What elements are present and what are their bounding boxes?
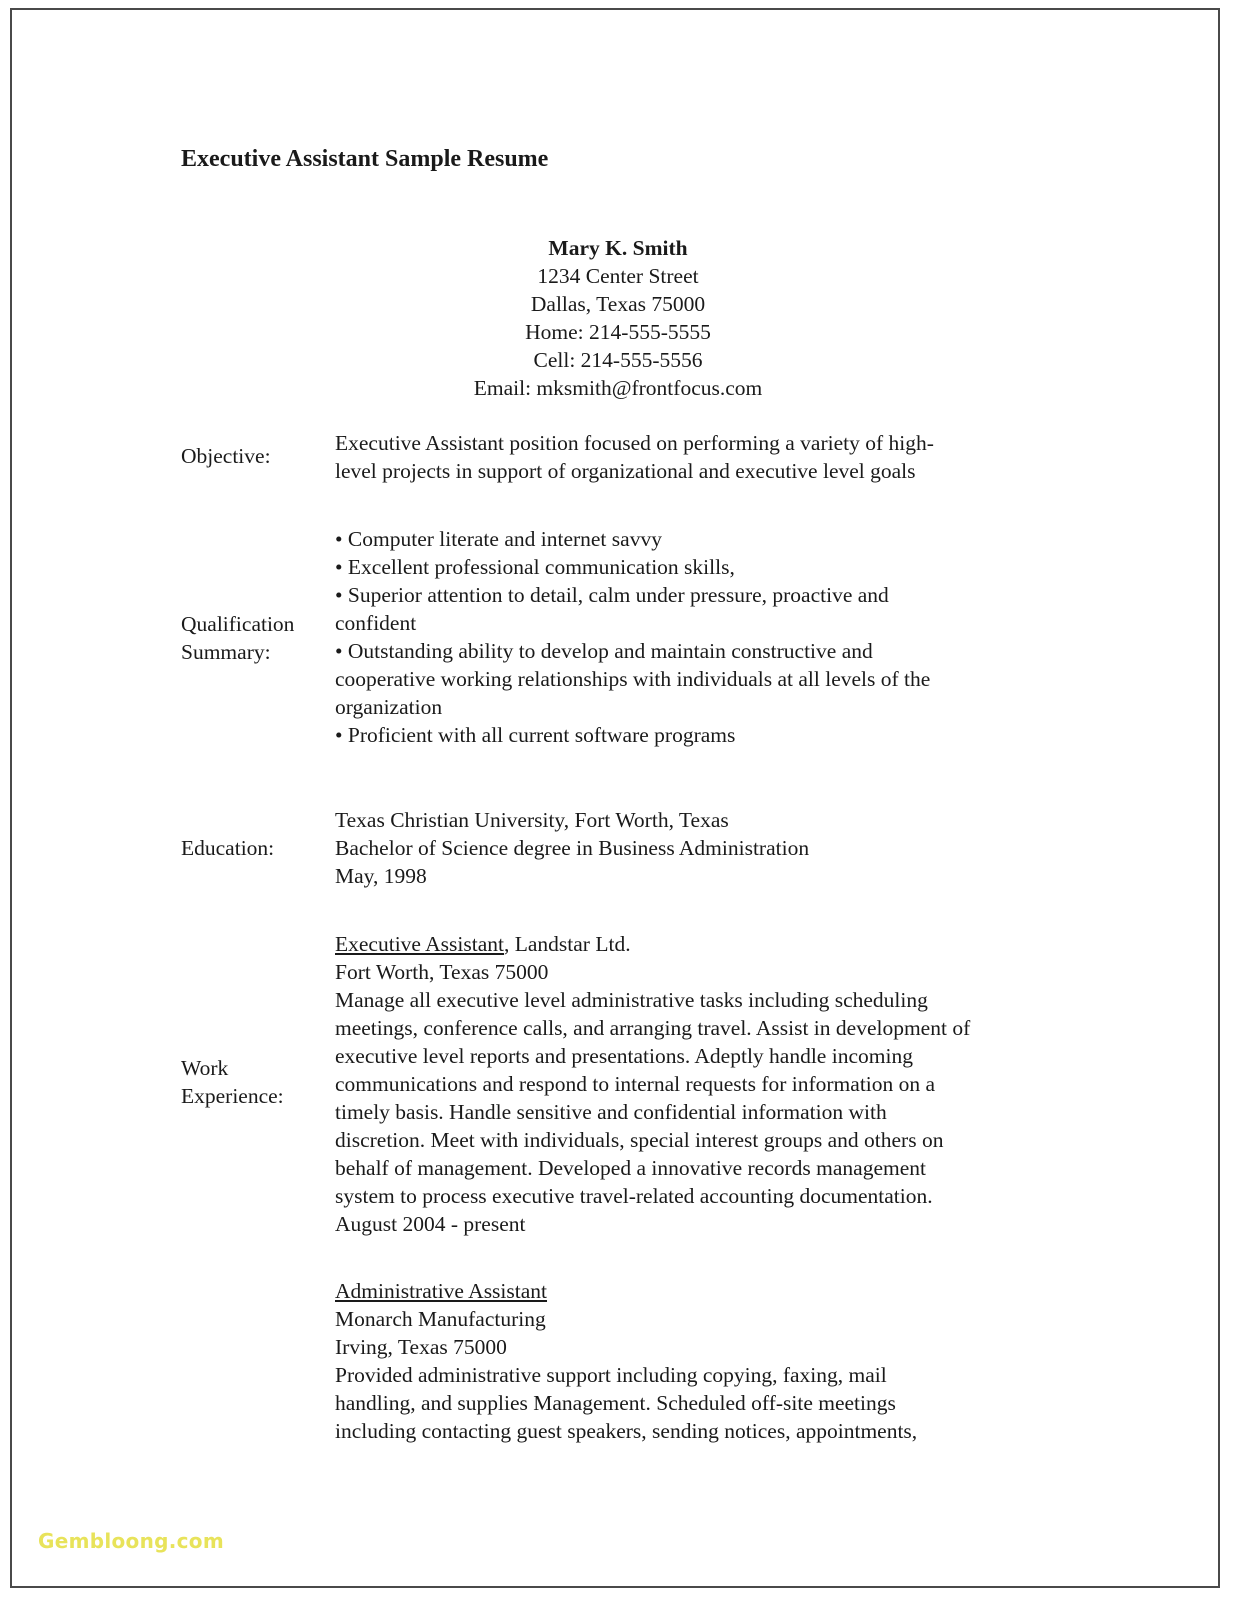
objective-text	[335, 429, 934, 485]
job-line: Manage all executive level administrative tasks including scheduling	[335, 988, 928, 1012]
qualification-label	[181, 610, 294, 666]
job-line: Monarch Manufacturing	[335, 1307, 546, 1331]
qualification-line: cooperative working relationships with individuals at all levels of the	[335, 667, 931, 691]
work-label	[181, 1054, 284, 1110]
job-line: August 2004 - present	[335, 1212, 526, 1236]
job-title: Administrative Assistant	[335, 1279, 548, 1303]
job-line: Fort Worth, Texas 75000	[335, 960, 549, 984]
qualification-line: confident	[335, 611, 417, 635]
objective-label: Objective:	[181, 444, 271, 468]
qualification-list	[335, 525, 930, 749]
job-title: Executive Assistant	[335, 932, 504, 956]
contact-street: 1234 Center Street	[537, 264, 699, 288]
job-line: discretion. Meet with individuals, special interest groups and others on	[335, 1128, 944, 1152]
job-executive-assistant	[335, 930, 970, 1238]
education-label: Education:	[181, 836, 275, 860]
contact-home-phone: Home: 214-555-5555	[525, 320, 711, 344]
job-line: communications and respond to internal requests for information on a	[335, 1072, 936, 1096]
qualification-label-line: Summary:	[181, 640, 271, 664]
qualification-line: • Computer literate and internet savvy	[335, 527, 662, 551]
job-line: Provided administrative support including copying, faxing, mail	[335, 1363, 887, 1387]
job-line: handling, and supplies Management. Scheduled off-site meetings	[335, 1391, 896, 1415]
work-label-line: Experience:	[181, 1084, 284, 1108]
qualification-line: organization	[335, 695, 443, 719]
job-heading	[335, 930, 970, 958]
education-line: Bachelor of Science degree in Business Administration	[335, 836, 810, 860]
contact-city: Dallas, Texas 75000	[530, 292, 706, 316]
work-label-line: Work	[181, 1056, 229, 1080]
contact-cell-phone: Cell: 214-555-5556	[533, 348, 703, 372]
contact-name: Mary K. Smith	[548, 236, 688, 260]
job-line: behalf of management. Developed a innovative records management	[335, 1156, 927, 1180]
objective-line: Executive Assistant position focused on performing a variety of high-	[335, 431, 934, 455]
qualification-line: • Proficient with all current software programs	[335, 723, 736, 747]
job-administrative-assistant	[335, 1277, 917, 1445]
document-title: Executive Assistant Sample Resume	[181, 146, 549, 172]
objective-line: level projects in support of organizational and executive level goals	[335, 459, 916, 483]
contact-email: Email: mksmith@frontfocus.com	[473, 376, 763, 400]
education-line: Texas Christian University, Fort Worth, Texas	[335, 808, 729, 832]
education-text	[335, 806, 809, 890]
qualification-line: • Superior attention to detail, calm under pressure, proactive and	[335, 583, 889, 607]
job-line: Irving, Texas 75000	[335, 1335, 507, 1359]
job-line: executive level reports and presentations. Adeptly handle incoming	[335, 1044, 913, 1068]
job-line: timely basis. Handle sensitive and confidential information with	[335, 1100, 887, 1124]
job-line: meetings, conference calls, and arranging travel. Assist in development of	[335, 1016, 971, 1040]
job-line: system to process executive travel-related accounting documentation.	[335, 1184, 933, 1208]
job-line: including contacting guest speakers, sending notices, appointments,	[335, 1419, 918, 1443]
education-line: May, 1998	[335, 864, 427, 888]
contact-block	[440, 234, 796, 402]
qualification-label-line: Qualification	[181, 612, 295, 636]
watermark: Gembloong.com	[38, 1529, 224, 1553]
job-company: , Landstar Ltd.	[504, 932, 631, 956]
qualification-line: • Excellent professional communication skills,	[335, 555, 735, 579]
qualification-line: • Outstanding ability to develop and maintain constructive and	[335, 639, 873, 663]
